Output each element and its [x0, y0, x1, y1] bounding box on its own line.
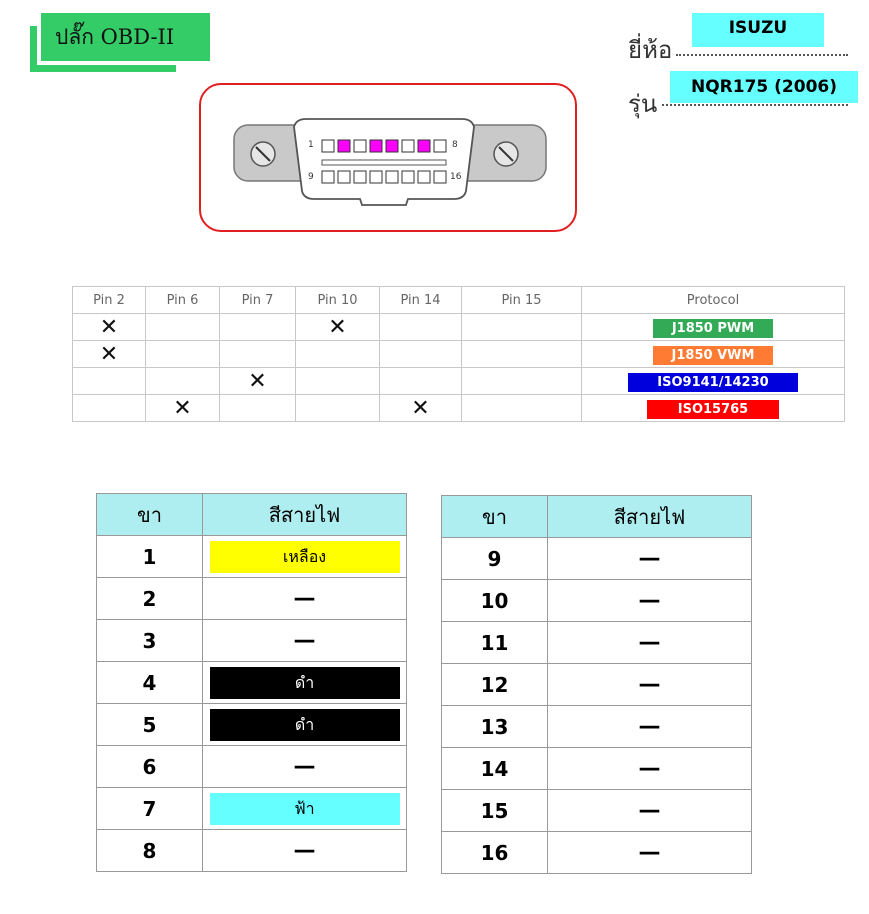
- connector-pin-14: [402, 171, 414, 183]
- pin-number: 13: [442, 706, 548, 748]
- pin-number: 15: [442, 790, 548, 832]
- empty-cell: [73, 368, 146, 395]
- empty-cell: [462, 314, 582, 341]
- pin-row: [97, 704, 407, 746]
- pin-row: [97, 662, 407, 704]
- pin-row: [97, 788, 407, 830]
- check-mark-icon: ✕: [73, 314, 146, 341]
- wire-color-cell: [203, 578, 407, 620]
- check-mark-icon: ✕: [220, 368, 296, 395]
- pin-color-table-right: [441, 495, 752, 874]
- protocol-badge: ISO9141/14230: [628, 373, 798, 392]
- pin-number: 12: [442, 664, 548, 706]
- empty-cell: [462, 341, 582, 368]
- model-dotted-line: [662, 104, 848, 106]
- pin-number: 6: [97, 746, 203, 788]
- wire-color-cell: [203, 536, 407, 578]
- pin-row: [97, 830, 407, 872]
- pin-number: 4: [97, 662, 203, 704]
- wire-color-swatch: เหลือง: [210, 541, 400, 573]
- screw-right-icon: [494, 142, 518, 166]
- model-label: รุ่น: [628, 90, 658, 118]
- pin-number: 5: [97, 704, 203, 746]
- wire-color-cell: [203, 662, 407, 704]
- protocol-badge: J1850 VWM: [653, 346, 773, 365]
- pin-number: 16: [442, 832, 548, 874]
- pin-row: [442, 664, 752, 706]
- connector-pin-5: [386, 140, 398, 152]
- protocol-header-row: [73, 287, 845, 314]
- connector-pin-11: [354, 171, 366, 183]
- protocol-row: [73, 314, 845, 341]
- empty-cell: [220, 314, 296, 341]
- no-wire-dash: —: [638, 798, 661, 823]
- pin-row: [442, 790, 752, 832]
- page-title: ปลั๊ก OBD-II: [55, 24, 175, 49]
- connector-pin-7: [418, 140, 430, 152]
- connector-pin-10: [338, 171, 350, 183]
- pin-table-header-row: [442, 496, 752, 538]
- protocol-cell: [582, 368, 845, 395]
- no-wire-dash: —: [293, 586, 316, 611]
- pin-number: 8: [97, 830, 203, 872]
- wire-color-cell: [548, 538, 752, 580]
- wire-color-cell: [203, 788, 407, 830]
- empty-cell: [220, 341, 296, 368]
- pin-number: 3: [97, 620, 203, 662]
- header-pin-6: Pin 6: [146, 287, 220, 314]
- wire-color-cell: [203, 620, 407, 662]
- pin-number: 2: [97, 578, 203, 620]
- model-value: NQR175 (2006): [670, 71, 858, 103]
- connector-pin-1: [322, 140, 334, 152]
- pin-row: [97, 620, 407, 662]
- header-pin: ขา: [442, 496, 548, 538]
- no-wire-dash: —: [638, 672, 661, 697]
- pin-number: 14: [442, 748, 548, 790]
- screw-left-icon: [251, 142, 275, 166]
- pin-row: [442, 706, 752, 748]
- pin-label-8: 8: [452, 140, 458, 150]
- brand-label: ยี่ห้อ: [628, 36, 673, 64]
- empty-cell: [296, 368, 380, 395]
- wire-color-cell: [203, 704, 407, 746]
- empty-cell: [146, 314, 220, 341]
- no-wire-dash: —: [638, 630, 661, 655]
- pin-row: [442, 748, 752, 790]
- connector-pin-6: [402, 140, 414, 152]
- pin-row: [97, 536, 407, 578]
- pin-table-header-row: [97, 494, 407, 536]
- check-mark-icon: ✕: [73, 341, 146, 368]
- empty-cell: [462, 395, 582, 422]
- wire-color-cell: [203, 830, 407, 872]
- no-wire-dash: —: [638, 756, 661, 781]
- protocol-badge: J1850 PWM: [653, 319, 773, 338]
- protocol-badge: ISO15765: [647, 400, 779, 419]
- pin-row: [442, 832, 752, 874]
- connector-pin-8: [434, 140, 446, 152]
- empty-cell: [380, 341, 462, 368]
- pin-label-16: 16: [450, 172, 462, 182]
- pin-number: 9: [442, 538, 548, 580]
- no-wire-dash: —: [293, 754, 316, 779]
- pin-label-1: 1: [308, 140, 314, 150]
- empty-cell: [462, 368, 582, 395]
- header-pin-2: Pin 2: [73, 287, 146, 314]
- pin-number: 1: [97, 536, 203, 578]
- header-pin-15: Pin 15: [462, 287, 582, 314]
- pin-row: [442, 622, 752, 664]
- header-protocol: Protocol: [582, 287, 845, 314]
- check-mark-icon: ✕: [146, 395, 220, 422]
- title-badge: [37, 13, 210, 65]
- brand-value: ISUZU: [692, 13, 824, 47]
- connector-pin-12: [370, 171, 382, 183]
- empty-cell: [380, 368, 462, 395]
- protocol-cell: [582, 341, 845, 368]
- brand-dotted-line: [676, 54, 848, 56]
- protocol-cell: [582, 314, 845, 341]
- header-wire-color: สีสายไฟ: [203, 494, 407, 536]
- wire-color-cell: [548, 790, 752, 832]
- no-wire-dash: —: [638, 588, 661, 613]
- no-wire-dash: —: [638, 714, 661, 739]
- obd-connector-diagram: [230, 113, 550, 213]
- wire-color-cell: [548, 664, 752, 706]
- connector-pin-4: [370, 140, 382, 152]
- empty-cell: [296, 341, 380, 368]
- protocol-row: [73, 395, 845, 422]
- protocol-row: [73, 341, 845, 368]
- connector-pin-16: [434, 171, 446, 183]
- no-wire-dash: —: [638, 546, 661, 571]
- pin-label-9: 9: [308, 172, 314, 182]
- wire-color-swatch: ฟ้า: [210, 793, 400, 825]
- empty-cell: [146, 368, 220, 395]
- empty-cell: [220, 395, 296, 422]
- pin-row: [97, 578, 407, 620]
- connector-center-bar: [322, 160, 446, 165]
- check-mark-icon: ✕: [296, 314, 380, 341]
- empty-cell: [146, 341, 220, 368]
- check-mark-icon: ✕: [380, 395, 462, 422]
- wire-color-cell: [203, 746, 407, 788]
- connector-pin-3: [354, 140, 366, 152]
- pin-color-table-left: [96, 493, 407, 872]
- wire-color-cell: [548, 580, 752, 622]
- pin-number: 7: [97, 788, 203, 830]
- protocol-row: [73, 368, 845, 395]
- wire-color-cell: [548, 706, 752, 748]
- pin-number: 10: [442, 580, 548, 622]
- pin-row: [442, 580, 752, 622]
- header-pin-10: Pin 10: [296, 287, 380, 314]
- header-pin-14: Pin 14: [380, 287, 462, 314]
- connector-pin-15: [418, 171, 430, 183]
- no-wire-dash: —: [293, 838, 316, 863]
- wire-color-cell: [548, 622, 752, 664]
- no-wire-dash: —: [638, 840, 661, 865]
- empty-cell: [380, 314, 462, 341]
- wire-color-cell: [548, 832, 752, 874]
- pin-row: [442, 538, 752, 580]
- wire-color-swatch: ดำ: [210, 667, 400, 699]
- protocol-table: [72, 286, 845, 422]
- header-pin-7: Pin 7: [220, 287, 296, 314]
- pin-number: 11: [442, 622, 548, 664]
- wire-color-cell: [548, 748, 752, 790]
- header-wire-color: สีสายไฟ: [548, 496, 752, 538]
- header-pin: ขา: [97, 494, 203, 536]
- connector-pin-13: [386, 171, 398, 183]
- empty-cell: [296, 395, 380, 422]
- no-wire-dash: —: [293, 628, 316, 653]
- protocol-cell: [582, 395, 845, 422]
- empty-cell: [73, 395, 146, 422]
- pin-row: [97, 746, 407, 788]
- connector-pin-9: [322, 171, 334, 183]
- connector-pin-2: [338, 140, 350, 152]
- wire-color-swatch: ดำ: [210, 709, 400, 741]
